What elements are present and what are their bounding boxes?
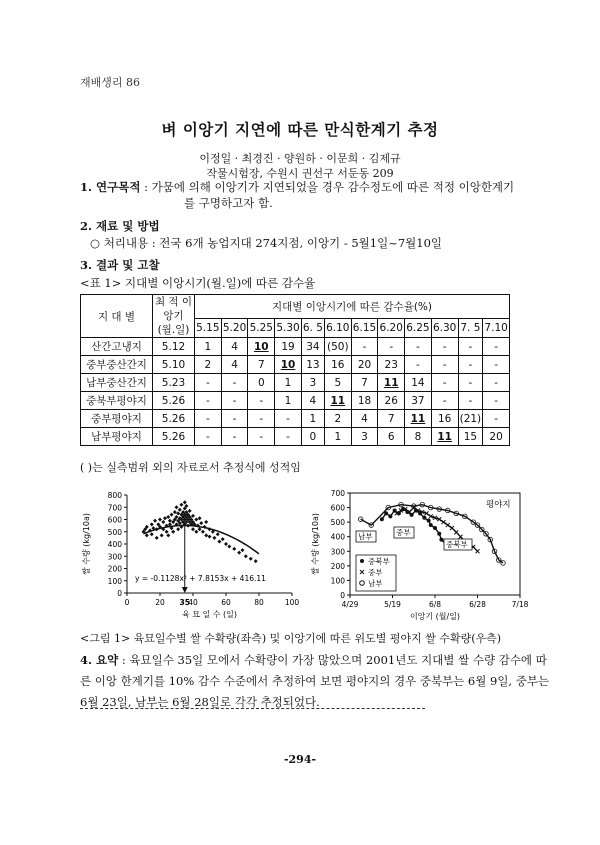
section-2-text: ○ 처리내용 : 전국 6개 농업지대 274지점, 이앙기 - 5월1일~7월10일: [90, 236, 443, 250]
header-date: 6.15: [351, 319, 378, 338]
section-1-text: : 가뭄에 의해 이앙기가 지연되었을 경우 감수정도에 따른 적정 이앙한계기: [144, 180, 515, 194]
legend-label: 중북부: [368, 557, 390, 566]
y-tick-label: 400: [330, 532, 345, 542]
y-tick-label: 0: [340, 591, 345, 600]
data-point: [221, 537, 225, 541]
x-tick-label: 5/19: [384, 600, 401, 609]
cell-value: -: [275, 410, 302, 428]
y-tick-label: 300: [107, 552, 122, 562]
y-tick-label: 300: [330, 547, 345, 557]
cell-value: 4: [351, 410, 378, 428]
header-region: 지 대 별: [81, 295, 153, 338]
cell-value: -: [195, 410, 222, 428]
data-point: [194, 530, 198, 534]
header-date: 7. 5: [458, 319, 483, 338]
data-point: [201, 530, 205, 534]
header-optimal-date: 최 적 이앙기 (월.일): [153, 295, 195, 338]
cell-value: -: [221, 410, 248, 428]
data-point: [198, 516, 202, 520]
cell-value: -: [248, 392, 275, 410]
data-point: [171, 530, 175, 534]
cell-value: -: [195, 392, 222, 410]
x-axis-label: 이앙기 (월/일): [409, 612, 461, 621]
table-note: ( )는 실측범위 외의 자료로서 추정식에 성적임: [80, 461, 301, 474]
cell-value: 8: [405, 428, 432, 446]
cell-value: 5: [324, 374, 351, 392]
data-point: [217, 540, 221, 544]
section-3-heading: 3. 결과 및 고찰: [80, 258, 160, 272]
cell-value: -: [483, 356, 510, 374]
cell-value: -: [458, 374, 483, 392]
x-tick-label: 60: [221, 598, 231, 607]
header-date: 7.10: [483, 319, 510, 338]
data-point: [204, 533, 208, 537]
cell-value: -: [431, 338, 458, 356]
cell-region: 중부중산간지: [81, 356, 153, 374]
cell-value: 4: [301, 392, 324, 410]
cell-value: 7: [248, 356, 275, 374]
cell-value: 2: [324, 410, 351, 428]
legend-label: 남부: [368, 579, 383, 588]
table-row: [81, 356, 510, 374]
cell-optimal-date: 5.26: [153, 392, 195, 410]
data-point: [176, 527, 180, 531]
cell-value: 11: [378, 374, 405, 392]
cell-value: 1: [324, 428, 351, 446]
optimum-marker-label: 35: [179, 598, 190, 607]
cell-value: -: [483, 374, 510, 392]
cell-value: 4: [221, 356, 248, 374]
cell-value: -: [431, 374, 458, 392]
cell-region: 남부평야지: [81, 428, 153, 446]
table-row: [81, 428, 510, 446]
section-1-heading: 1. 연구목적: [80, 180, 141, 194]
cell-region: 산간고냉지: [81, 338, 153, 356]
cell-value: -: [458, 392, 483, 410]
data-point: [188, 509, 192, 513]
section-1: [80, 178, 514, 197]
cell-value: 37: [405, 392, 432, 410]
cell-value: -: [405, 338, 432, 356]
data-point: [244, 554, 248, 558]
data-point: [183, 500, 187, 504]
cell-value: 0: [301, 428, 324, 446]
cell-value: 1: [275, 374, 302, 392]
callout-label: 중북부: [446, 540, 468, 549]
optimum-marker-arrow: [182, 587, 188, 593]
cell-value: 13: [301, 356, 324, 374]
cell-value: -: [351, 338, 378, 356]
chart-transplanting-date: [308, 485, 533, 625]
data-point: [179, 503, 183, 507]
cell-value: 7: [378, 410, 405, 428]
cell-value: 3: [301, 374, 324, 392]
divider-line: [80, 708, 425, 709]
running-header: 재배생리 86: [80, 76, 140, 89]
cell-value: -: [378, 338, 405, 356]
callout-label: 남부: [358, 532, 373, 541]
cell-optimal-date: 5.10: [153, 356, 195, 374]
data-point: [161, 520, 165, 524]
data-point: [176, 511, 180, 515]
header-date: 6.30: [431, 319, 458, 338]
table-row: [81, 392, 510, 410]
table-row: [81, 338, 510, 356]
cell-value: 19: [275, 338, 302, 356]
cell-optimal-date: 5.12: [153, 338, 195, 356]
data-point: [241, 548, 245, 552]
cell-value: 6: [378, 428, 405, 446]
cell-value: 20: [351, 356, 378, 374]
data-point: [232, 547, 236, 551]
cell-region: 중부평야지: [81, 410, 153, 428]
cell-value: -: [431, 392, 458, 410]
data-point: [175, 505, 179, 509]
data-point: [153, 519, 157, 523]
cell-value: 11: [324, 392, 351, 410]
header-date-group: 지대별 이앙시기에 따른 감수율(%): [195, 295, 510, 319]
data-point: [155, 536, 159, 540]
chart-right-plot: [310, 489, 529, 621]
table-body: [81, 338, 510, 446]
cell-value: 11: [405, 410, 432, 428]
cell-value: -: [483, 392, 510, 410]
cell-value: -: [221, 392, 248, 410]
authors: 이정일 · 최경진 · 양원하 · 이문희 · 김제규: [199, 152, 401, 165]
chart-seedling-age: [75, 485, 305, 625]
cell-value: -: [248, 410, 275, 428]
header-date: 5.15: [195, 319, 222, 338]
cell-value: 1: [301, 410, 324, 428]
y-tick-label: 200: [330, 561, 345, 571]
cell-value: (21): [458, 410, 483, 428]
y-tick-label: 600: [107, 515, 122, 525]
data-point: [173, 510, 177, 514]
data-point: [204, 520, 208, 524]
callout-label: 중부: [396, 528, 411, 537]
data-point: [178, 508, 182, 512]
x-tick-label: 40: [188, 598, 198, 607]
cell-value: -: [195, 428, 222, 446]
header-date: 6.10: [324, 319, 351, 338]
y-axis-label: 쌀 수량 (kg/10a): [82, 512, 91, 576]
data-point: [170, 513, 174, 517]
data-point: [165, 530, 169, 534]
reduction-rate-table: [80, 294, 510, 446]
data-point: [199, 521, 203, 525]
page-number: -294-: [283, 753, 317, 766]
cell-value: -: [275, 428, 302, 446]
summary-heading: 4. 요약: [80, 653, 119, 667]
y-tick-label: 200: [107, 564, 122, 574]
summary: [80, 650, 550, 713]
legend-marker: [360, 559, 364, 563]
data-point: [145, 533, 149, 537]
data-point: [191, 527, 195, 531]
cell-value: 7: [351, 374, 378, 392]
data-point: [160, 533, 164, 537]
data-point: [237, 551, 241, 555]
cell-optimal-date: 5.23: [153, 374, 195, 392]
paper-title: 벼 이앙기 지연에 따른 만식한계기 추정: [161, 120, 439, 139]
cell-value: 16: [324, 356, 351, 374]
cell-value: (50): [324, 338, 351, 356]
header-date: 5.20: [221, 319, 248, 338]
x-tick-label: 20: [155, 598, 165, 607]
header-date: 5.25: [248, 319, 275, 338]
data-point: [191, 514, 195, 518]
cell-value: 26: [378, 392, 405, 410]
data-point: [216, 532, 220, 536]
cell-value: 2: [195, 356, 222, 374]
y-tick-label: 800: [107, 491, 122, 500]
y-tick-label: 0: [117, 589, 122, 598]
cell-value: -: [221, 374, 248, 392]
table-row: [81, 410, 510, 428]
cell-value: 16: [431, 410, 458, 428]
header-date: 6. 5: [301, 319, 324, 338]
affiliation: 작물시험장, 수원시 권선구 서둔동 209: [206, 167, 394, 180]
section-2-heading: 2. 재료 및 방법: [80, 219, 160, 233]
x-tick-label: 100: [284, 598, 300, 607]
cell-value: 34: [301, 338, 324, 356]
cell-value: 1: [195, 338, 222, 356]
data-point: [166, 533, 170, 537]
cell-value: -: [248, 428, 275, 446]
cell-value: -: [405, 356, 432, 374]
region-label: 평야지: [486, 500, 511, 510]
x-tick-label: 0: [124, 598, 130, 607]
data-point: [163, 516, 167, 520]
cell-value: 0: [248, 374, 275, 392]
y-tick-label: 100: [330, 576, 345, 586]
cell-value: 10: [248, 338, 275, 356]
cell-region: 중북부평야지: [81, 392, 153, 410]
table-row: [81, 374, 510, 392]
series-trend-line: [361, 505, 503, 563]
data-point: [158, 518, 162, 522]
data-point: [227, 544, 231, 548]
cell-region: 남부중산간지: [81, 374, 153, 392]
header-date: 6.20: [378, 319, 405, 338]
cell-value: -: [221, 428, 248, 446]
y-tick-label: 700: [107, 503, 122, 513]
y-tick-label: 500: [107, 527, 122, 537]
data-point: [254, 559, 258, 563]
x-tick-label: 7/18: [511, 600, 529, 609]
y-tick-label: 500: [330, 518, 345, 528]
cell-value: 18: [351, 392, 378, 410]
y-tick-label: 400: [107, 540, 122, 549]
data-point: [198, 527, 202, 531]
fit-equation: y = -0.1128x² + 7.8153x + 416.11: [135, 574, 266, 583]
header-date: 6.25: [405, 319, 432, 338]
y-axis-label: 쌀 수량 (kg/10a): [311, 512, 320, 576]
section-1-text-cont: 를 구명하고자 함.: [184, 196, 273, 210]
series-trend-line: [382, 509, 448, 548]
y-tick-label: 700: [330, 489, 345, 498]
legend-label: 중부: [368, 568, 383, 577]
cell-value: -: [195, 374, 222, 392]
y-tick-label: 600: [330, 503, 345, 513]
data-point: [166, 515, 170, 519]
x-tick-label: 4/29: [341, 600, 359, 609]
data-point: [168, 519, 172, 523]
x-tick-label: 80: [254, 598, 264, 607]
cell-value: -: [431, 356, 458, 374]
x-tick-label: 6/28: [469, 600, 486, 609]
cell-optimal-date: 5.26: [153, 428, 195, 446]
x-tick-label: 6/8: [428, 600, 442, 609]
data-point: [224, 542, 228, 546]
header-date: 5.30: [275, 319, 302, 338]
figure-caption: <그림 1> 육묘일수별 쌀 수확량(좌측) 및 이앙기에 따른 위도별 평야지 쌀 수확량(우측): [80, 632, 502, 645]
chart-left-plot: [81, 491, 299, 619]
y-tick-label: 100: [107, 576, 122, 586]
x-axis-label: 육 묘 일 수 (일): [181, 610, 238, 619]
cell-value: 15: [458, 428, 483, 446]
cell-value: 4: [221, 338, 248, 356]
summary-text: : 육묘일수 35일 모에서 수확량이 가장 많았으며 2001년도 지대별 쌀 수량 감수에 따른 이앙 한계기를 10% 감수 수준에서 추정하여 보면 평야지의 경우 중북부는 6월 9일, 중부는 6월 23일, 남부는 6월 28일로 각각 추정되었다.: [80, 653, 550, 709]
data-point: [150, 522, 154, 526]
data-point: [150, 532, 154, 536]
cell-value: 23: [378, 356, 405, 374]
data-point: [194, 518, 198, 522]
cell-value: -: [483, 410, 510, 428]
data-point: [212, 536, 216, 540]
data-point: [208, 535, 212, 539]
data-point: [249, 557, 253, 561]
cell-value: 14: [405, 374, 432, 392]
cell-value: -: [458, 356, 483, 374]
cell-value: 20: [483, 428, 510, 446]
cell-value: -: [483, 338, 510, 356]
cell-value: 10: [275, 356, 302, 374]
cell-optimal-date: 5.26: [153, 410, 195, 428]
table-caption: <표 1> 지대별 이앙시기(월.일)에 따른 감수율: [80, 276, 316, 290]
cell-value: 3: [351, 428, 378, 446]
cell-value: 11: [431, 428, 458, 446]
cell-value: -: [458, 338, 483, 356]
cell-value: 1: [275, 392, 302, 410]
